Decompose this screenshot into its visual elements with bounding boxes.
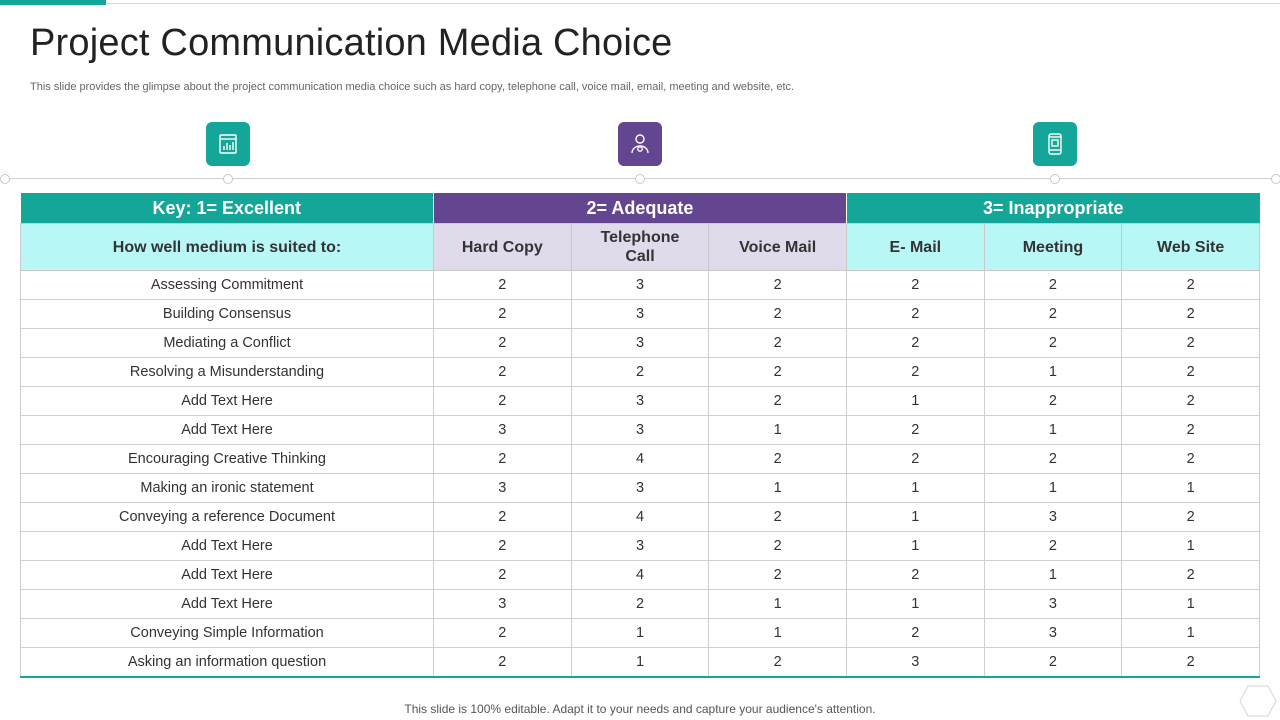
rating-cell: 2 bbox=[709, 445, 847, 474]
timeline-dot bbox=[1271, 174, 1280, 184]
rating-cell: 3 bbox=[571, 387, 709, 416]
table-row bbox=[21, 590, 1260, 619]
rating-cell: 1 bbox=[1122, 474, 1260, 503]
rating-cell: 2 bbox=[984, 271, 1122, 300]
rating-cell: 2 bbox=[846, 445, 984, 474]
rating-cell: 2 bbox=[434, 619, 572, 648]
row-label: Add Text Here bbox=[21, 590, 434, 619]
rating-cell: 2 bbox=[434, 532, 572, 561]
table-row bbox=[21, 358, 1260, 387]
rating-cell: 1 bbox=[709, 474, 847, 503]
row-label: Conveying a reference Document bbox=[21, 503, 434, 532]
rating-cell: 2 bbox=[984, 532, 1122, 561]
rating-cell: 2 bbox=[846, 329, 984, 358]
rating-cell: 2 bbox=[571, 590, 709, 619]
rating-cell: 2 bbox=[846, 619, 984, 648]
rating-cell: 2 bbox=[1122, 300, 1260, 329]
table-row bbox=[21, 300, 1260, 329]
rating-cell: 2 bbox=[1122, 416, 1260, 445]
rating-cell: 1 bbox=[1122, 619, 1260, 648]
table-row bbox=[21, 619, 1260, 648]
rating-cell: 1 bbox=[846, 387, 984, 416]
table-row bbox=[21, 648, 1260, 678]
header-hard-copy: Hard Copy bbox=[434, 224, 572, 271]
header-criterion: How well medium is suited to: bbox=[21, 224, 434, 271]
header-email: E- Mail bbox=[846, 224, 984, 271]
rating-cell: 3 bbox=[984, 619, 1122, 648]
rating-cell: 3 bbox=[571, 271, 709, 300]
timeline-dot bbox=[0, 174, 10, 184]
rating-cell: 1 bbox=[984, 474, 1122, 503]
key-adequate: 2= Adequate bbox=[434, 193, 847, 224]
document-chart-icon bbox=[206, 122, 250, 166]
rating-cell: 2 bbox=[846, 271, 984, 300]
rating-cell: 2 bbox=[571, 358, 709, 387]
rating-cell: 2 bbox=[984, 300, 1122, 329]
rating-cell: 2 bbox=[434, 503, 572, 532]
rating-cell: 2 bbox=[709, 648, 847, 678]
row-label: Mediating a Conflict bbox=[21, 329, 434, 358]
rating-cell: 2 bbox=[434, 387, 572, 416]
rating-cell: 1 bbox=[984, 561, 1122, 590]
header-voice-mail: Voice Mail bbox=[709, 224, 847, 271]
rating-cell: 4 bbox=[571, 445, 709, 474]
rating-cell: 2 bbox=[434, 561, 572, 590]
rating-cell: 2 bbox=[984, 387, 1122, 416]
rating-cell: 2 bbox=[846, 300, 984, 329]
row-label: Add Text Here bbox=[21, 561, 434, 590]
rating-cell: 2 bbox=[709, 532, 847, 561]
rating-cell: 2 bbox=[434, 358, 572, 387]
rating-cell: 2 bbox=[709, 561, 847, 590]
footer-note: This slide is 100% editable. Adapt it to your needs and capture your audience's attention. bbox=[404, 702, 876, 716]
rating-cell: 2 bbox=[846, 358, 984, 387]
row-label: Add Text Here bbox=[21, 416, 434, 445]
row-label: Asking an information question bbox=[21, 648, 434, 678]
table-row bbox=[21, 474, 1260, 503]
rating-cell: 1 bbox=[1122, 590, 1260, 619]
column-header-row bbox=[21, 224, 1260, 271]
rating-cell: 2 bbox=[984, 329, 1122, 358]
header-telephone-line1: Telephone bbox=[600, 229, 680, 246]
rating-cell: 2 bbox=[984, 445, 1122, 474]
rating-cell: 3 bbox=[571, 532, 709, 561]
rating-cell: 2 bbox=[434, 329, 572, 358]
rating-cell: 3 bbox=[434, 474, 572, 503]
table-row bbox=[21, 271, 1260, 300]
rating-cell: 2 bbox=[709, 503, 847, 532]
rating-cell: 3 bbox=[571, 300, 709, 329]
row-label: Conveying Simple Information bbox=[21, 619, 434, 648]
rating-cell: 1 bbox=[846, 474, 984, 503]
row-label: Making an ironic statement bbox=[21, 474, 434, 503]
page-subtitle: This slide provides the glimpse about the project communication media choice such as hard copy, telephone call, voice mail, email, meeting and website, etc. bbox=[30, 81, 795, 93]
rating-cell: 1 bbox=[709, 416, 847, 445]
rating-cell: 2 bbox=[1122, 445, 1260, 474]
rating-cell: 2 bbox=[434, 271, 572, 300]
header-telephone-call bbox=[571, 224, 709, 271]
table-row bbox=[21, 561, 1260, 590]
rating-cell: 1 bbox=[846, 590, 984, 619]
header-telephone-line2: Call bbox=[625, 248, 655, 265]
table-body bbox=[21, 271, 1260, 678]
rating-cell: 1 bbox=[709, 590, 847, 619]
rating-cell: 3 bbox=[984, 590, 1122, 619]
rating-cell: 2 bbox=[1122, 271, 1260, 300]
row-label: Assessing Commitment bbox=[21, 271, 434, 300]
rating-cell: 1 bbox=[1122, 532, 1260, 561]
table-row bbox=[21, 445, 1260, 474]
top-accent-bar bbox=[0, 0, 106, 5]
rating-cell: 3 bbox=[846, 648, 984, 678]
rating-cell: 1 bbox=[571, 619, 709, 648]
communication-media-table bbox=[20, 193, 1260, 678]
rating-cell: 2 bbox=[709, 387, 847, 416]
key-row bbox=[21, 193, 1260, 224]
timeline-dot bbox=[1050, 174, 1060, 184]
rating-cell: 3 bbox=[571, 474, 709, 503]
user-gear-icon bbox=[618, 122, 662, 166]
key-excellent: Key: 1= Excellent bbox=[21, 193, 434, 224]
top-divider bbox=[106, 3, 1280, 4]
header-web-site: Web Site bbox=[1122, 224, 1260, 271]
timeline-dot bbox=[223, 174, 233, 184]
rating-cell: 2 bbox=[709, 300, 847, 329]
row-label: Resolving a Misunderstanding bbox=[21, 358, 434, 387]
key-inappropriate: 3= Inappropriate bbox=[846, 193, 1259, 224]
rating-cell: 2 bbox=[846, 561, 984, 590]
rating-cell: 2 bbox=[434, 648, 572, 678]
rating-cell: 2 bbox=[984, 648, 1122, 678]
rating-cell: 2 bbox=[709, 358, 847, 387]
rating-cell: 3 bbox=[434, 416, 572, 445]
rating-cell: 4 bbox=[571, 503, 709, 532]
table-row bbox=[21, 416, 1260, 445]
rating-cell: 1 bbox=[846, 532, 984, 561]
rating-cell: 2 bbox=[1122, 387, 1260, 416]
header-meeting: Meeting bbox=[984, 224, 1122, 271]
row-label: Add Text Here bbox=[21, 532, 434, 561]
rating-cell: 4 bbox=[571, 561, 709, 590]
table-row bbox=[21, 329, 1260, 358]
rating-cell: 2 bbox=[1122, 358, 1260, 387]
row-label: Building Consensus bbox=[21, 300, 434, 329]
rating-cell: 3 bbox=[571, 329, 709, 358]
rating-cell: 3 bbox=[434, 590, 572, 619]
rating-cell: 2 bbox=[1122, 648, 1260, 678]
table-row bbox=[21, 503, 1260, 532]
table-row bbox=[21, 387, 1260, 416]
timeline-dot bbox=[635, 174, 645, 184]
rating-cell: 2 bbox=[709, 271, 847, 300]
rating-cell: 1 bbox=[709, 619, 847, 648]
rating-cell: 1 bbox=[984, 416, 1122, 445]
rating-cell: 1 bbox=[846, 503, 984, 532]
row-label: Encouraging Creative Thinking bbox=[21, 445, 434, 474]
rating-cell: 2 bbox=[1122, 329, 1260, 358]
table-row bbox=[21, 532, 1260, 561]
rating-cell: 2 bbox=[709, 329, 847, 358]
rating-cell: 3 bbox=[571, 416, 709, 445]
rating-cell: 2 bbox=[1122, 561, 1260, 590]
rating-cell: 1 bbox=[984, 358, 1122, 387]
rating-cell: 2 bbox=[846, 416, 984, 445]
rating-cell: 3 bbox=[984, 503, 1122, 532]
rating-cell: 1 bbox=[571, 648, 709, 678]
rating-cell: 2 bbox=[1122, 503, 1260, 532]
mobile-phone-icon bbox=[1033, 122, 1077, 166]
rating-cell: 2 bbox=[434, 445, 572, 474]
row-label: Add Text Here bbox=[21, 387, 434, 416]
rating-cell: 2 bbox=[434, 300, 572, 329]
page-title: Project Communication Media Choice bbox=[30, 22, 673, 64]
